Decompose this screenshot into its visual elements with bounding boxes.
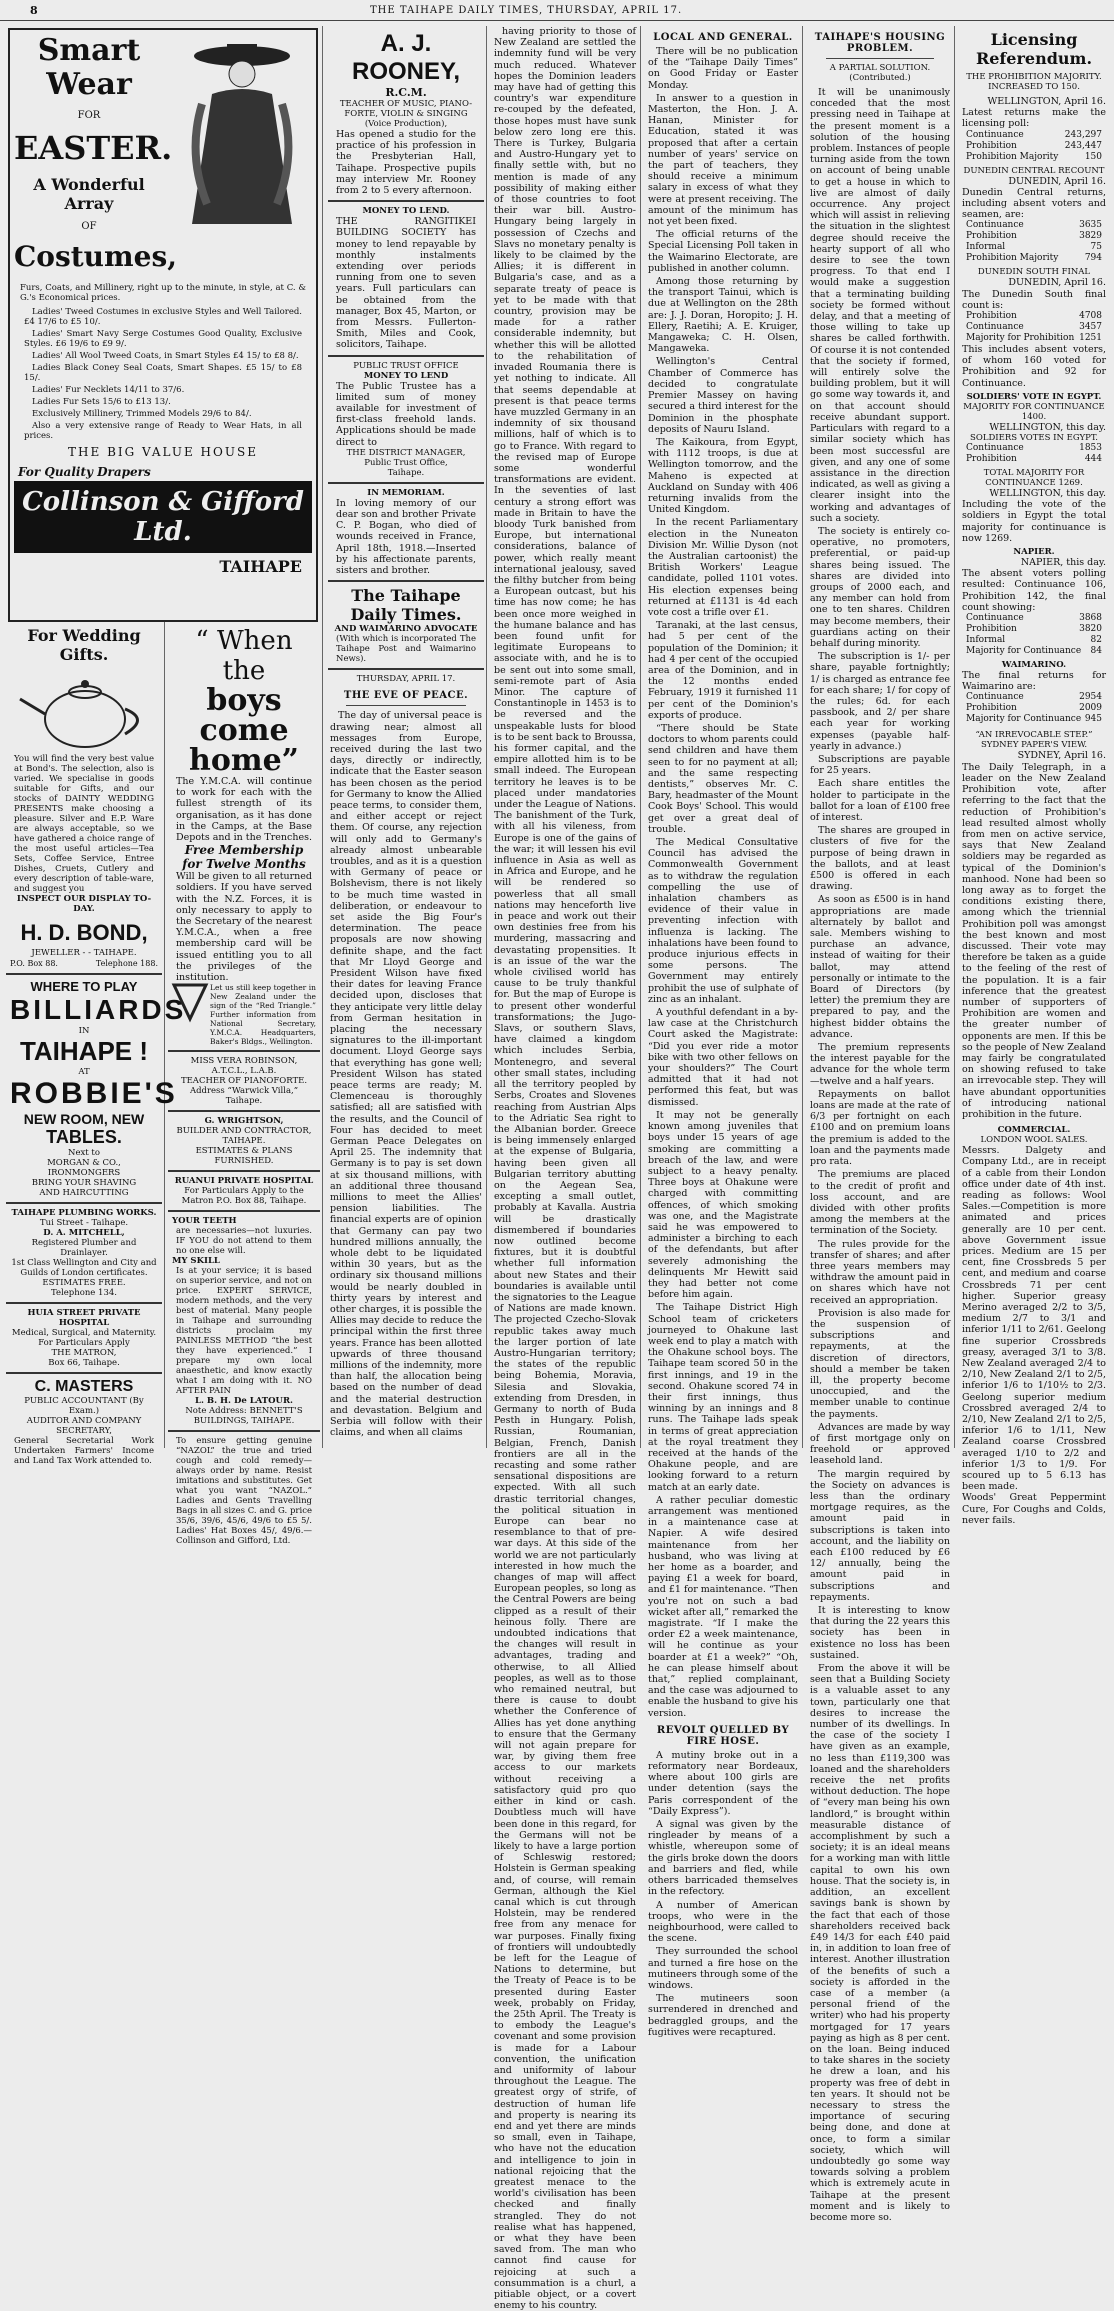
subhead: TOTAL MAJORITY FOR CONTINUANCE 1269. bbox=[983, 468, 1085, 489]
ad-line: TEACHER OF PIANOFORTE. bbox=[180, 1076, 308, 1087]
paragraph: A youthful defendant in a by-law case at the Christchurch Court asked the Magistrate: “Did you ever ride a motor bike with two other fellows on your shoulders?” The Court admitted that it had not performed this feat, but was dismissed. bbox=[648, 1007, 798, 1108]
column-2 bbox=[326, 26, 487, 1448]
paragraph: Taranaki, at the last census, had 5 per cent of the population of the Dominion; it had 4 per cent of the occupied area of the Dominion, and in the 12 months ended February, 1919 it furnished 11 per cent of the Dominion's exports of produce. bbox=[648, 620, 798, 721]
ad-inspect: INSPECT OUR DISPLAY TO-DAY. bbox=[16, 894, 152, 914]
memoriam-body: In loving memory of our dear son and brother Private C. P. Bogan, who died of wounds received in France, April 18th, 1918.—Inserted by his affectionate parents, sisters and brother. bbox=[336, 497, 476, 577]
ad-line: Tui Street - Taihape. bbox=[39, 1218, 129, 1228]
list-item: Ladies Fur Sets 15/6 to £13 13/. bbox=[32, 397, 171, 407]
subhead: DUNEDIN CENTRAL RECOUNT bbox=[963, 165, 1105, 176]
ad-line: Box 66, Taihape. bbox=[48, 1358, 120, 1368]
ad-ruanui bbox=[168, 1172, 320, 1212]
result-row: Majority for Continuance 945 bbox=[966, 714, 1102, 725]
paper-title: The Taihape Daily Times. bbox=[350, 586, 462, 625]
paragraph: This includes absent voters, of whom 160 voted for Prohibition and 92 for Continuance. bbox=[962, 344, 1106, 389]
subhead: SYDNEY PAPER'S VIEW. bbox=[980, 740, 1088, 751]
ad-line: Public Trust Office, bbox=[364, 457, 448, 468]
result-row: Continuance 3457 bbox=[966, 322, 1102, 333]
article-subhead: A PARTIAL SOLUTION. bbox=[829, 63, 931, 73]
paragraph: A mutiny broke out in a reformatory near Bordeaux, where about 100 girls are under detention (says the Paris correspondent of the “Daily Express”). bbox=[648, 1749, 798, 1817]
paragraph: There will be no publication of the “Taihape Daily Times” on Good Friday or Easter Monday. bbox=[648, 46, 798, 91]
ad-heading: C. MASTERS bbox=[34, 1378, 134, 1395]
page-number: 8 bbox=[30, 4, 38, 17]
result-row: Majority for Continuance 84 bbox=[966, 646, 1102, 657]
billiards-line: BILLIARDS bbox=[10, 994, 187, 1025]
ad-body: Has opened a studio for the practice of his profession in the Presbyterian Hall, Taihape. Prospective pupils may interview Mr. Rooney from 2 to 5 every afternoon. bbox=[336, 129, 476, 197]
result-row: Prohibition Majority 150 bbox=[966, 151, 1102, 162]
ad-line: (Voice Production), bbox=[364, 119, 448, 129]
paragraph: The premiums are placed to the credit of profit and loss account, and are divided with other profits among the members at the termination of the Society. bbox=[810, 1169, 950, 1237]
ad-body: THE RANGITIKEI BUILDING SOCIETY has money to lend repayable by monthly instalments extending over periods running from one to seven years. Full particulars can be obtained from the manager, Box 45, Marton, or from Messrs. Fullerton-Smith, Miles and Cook, solicitors, Taihape. bbox=[336, 216, 476, 351]
ad-line: For Particulars Apply bbox=[38, 1338, 130, 1348]
ad-line: SECRETARY, bbox=[56, 1426, 112, 1436]
subhead: SOLDIERS VOTES IN EGYPT. bbox=[970, 433, 1098, 444]
subhead: MAJORITY FOR CONTINUANCE 1400. bbox=[963, 401, 1105, 422]
teapot-illustration bbox=[10, 664, 158, 754]
billiards-line: NEW ROOM, NEW bbox=[23, 1111, 145, 1127]
billiards-line: WHERE TO PLAY bbox=[30, 979, 138, 994]
ad-smart-wear bbox=[8, 28, 318, 622]
subhead: LONDON WOOL SALES. bbox=[980, 1135, 1088, 1146]
paragraph: The day of universal peace is drawing near; almost all messages from Europe, received during the last two days, directly or indirectly, indicate that the Easter season has been chosen as the period for Germany to know the Allied peace terms, to consider them, and either accept or reject them. Of course, any rejection will only add to Germany's already almost unbearable troubles, and as it is a question with Germany of peace or Bolshevism, there is not likely to be much time wasted in deliberation, or endeavour to set aside the Big Four's determination. The peace proposals are now showing definite shape, and the fact that Mr Lloyd George and President Wilson have fixed their dates for leaving France decided upon, discloses that they anticipate very little delay from German hesitation in placing the necessary signatures to the ill-important document. Lloyd George says that everything has gone well; President Wilson has stated peace terms are ready; M. Clemenceau is thoroughly satisfied; all are satisfied with the results, and the Council of Four has decided to meet German Peace Delegates on April 25. The indemnity that Germany is to pay is set down at six thousand millions, with an additional three thousand millions to meet the Allies' pension liabilities. The financial experts are of opinion that Germany can pay two hundred millions annually, the whole debt to be liquidated within 30 years, but as the ordinary six thousand millions would be nearly doubled in thirty years by interest and other charges, it is possible the Allies may decide to reduce the principal within the first three years. France has been allotted upwards of three thousand millions of the indemnity, more than half, the allocation being based on the number of dead and the material destruction and devastation. Belgium and Serbia will follow with their claims, and when all claims bbox=[330, 710, 482, 1439]
subhead: WAIMARINO. bbox=[1001, 660, 1067, 671]
article-body-eve-of-peace bbox=[330, 710, 482, 1438]
newspaper-nameplate bbox=[328, 582, 484, 670]
article-body-revolt bbox=[648, 1750, 798, 2038]
masthead bbox=[0, 0, 1114, 21]
paper-note: (With which is incorporated The Taihape Post and Waimarino News). bbox=[336, 634, 476, 665]
paragraph: The mutineers soon surrendered in drenched and bedraggled groups, and the fugitives were recaptured. bbox=[648, 1993, 798, 2038]
article-continued bbox=[494, 26, 636, 2311]
list-item: Ladies' Tweed Costumes in exclusive Styles and Well Tailored. £4 17/6 to £5 10/. bbox=[24, 307, 302, 327]
list-item: Ladies' Fur Necklets 14/11 to 37/6. bbox=[32, 385, 185, 395]
dateline: DUNEDIN, April 16. bbox=[1008, 175, 1106, 187]
ad-heading: YOUR TEETH bbox=[172, 1216, 237, 1227]
ad-line: FORTE, VIOLIN & SINGING bbox=[344, 109, 468, 119]
subhead: SOLDIERS' VOTE IN EGYPT. bbox=[966, 391, 1102, 402]
paragraph: Provision is also made for the suspension of subscriptions and repayments, at the discretion of directors, should a member be taken ill, the property become unoccupied, and the member unable to continue the payments. bbox=[810, 1307, 950, 1420]
column-6 bbox=[958, 26, 1110, 1526]
paragraph: In the recent Parliamentary election in the Nuneaton Division Mr. Willie Dyson (not the Australian cartoonist) the British Workers' League candidate, polled 1101 votes. His election expenses being returned at £1131 is 4d each vote cost a trifle over £1. bbox=[648, 517, 798, 618]
list-item: Exclusively Millinery, Trimmed Models 29/6 to 84/. bbox=[32, 409, 252, 419]
result-row: Prohibition 243,447 bbox=[966, 140, 1102, 151]
ad-body: You will find the very best value at Bond's. The selection, also is varied. We specialise in goods suitable for Gifts, and our stocks of DAINTY WEDDING PRESENTS make choosing a pleasure. Silver and E.P. Ware are always acceptable, so we have gathered a choice range of the most useful articles—Tea Sets, Coffee Service, Entree Dishes, Cruets, Cutlery and every description of table-ware, and suggest you bbox=[14, 754, 154, 894]
article-headline: REVOLT QUELLED BY FIRE HOSE. bbox=[656, 1724, 790, 1747]
ad-drapers: For Quality Drapers bbox=[18, 465, 151, 479]
ad-heading: A. J. ROONEY, bbox=[351, 30, 461, 85]
dateline: WELLINGTON, this day. bbox=[989, 488, 1106, 500]
ymca-headline: home” bbox=[189, 743, 299, 778]
ad-line: Is at your service; it is based on superior service, and not on price. EXPERT SERVICE, modern methods, and the very best of material. Many people in Taihape and surrounding districts proclaim my PAINLESS METHOD “the best they have experienced.” I prepare my own local anaesthetic, and know exactly what I am doing with it. NO AFTER PAIN bbox=[176, 1266, 312, 1397]
ad-line: Telephone 134. bbox=[51, 1288, 117, 1298]
fashion-lady-illustration bbox=[172, 34, 312, 234]
ad-line: General Secretarial Work Undertaken Farmers' Income and Land Tax Work attended to. bbox=[14, 1436, 154, 1466]
article-headline: TAIHAPE'S HOUSING PROBLEM. bbox=[814, 32, 946, 54]
paragraph: As soon as £500 is in hand appropriations are made alternately by ballot and sale. Members wishing to purchase an advance, instead of waiting for their ballot, may attend personally or intimate to the Board of Directors (by letter) the premium they are prepared to pay, and the highest bidder obtains the advance. bbox=[810, 894, 950, 1040]
ad-rooney bbox=[328, 26, 484, 202]
result-row: Continuance 243,297 bbox=[966, 129, 1102, 140]
paragraph: Repayments on ballot loans are made at the rate of 6/3 per fortnight on each £100 and on premium loans the premium is added to the loan and the payments made pro rata. bbox=[810, 1088, 950, 1168]
subhead: DUNEDIN SOUTH FINAL bbox=[977, 267, 1091, 278]
paragraph: The Dunedin South final count is: bbox=[962, 288, 1106, 311]
billiards-line: AND HAIRCUTTING bbox=[39, 1188, 129, 1198]
ad-phone: Telephone 188. bbox=[95, 959, 158, 968]
ad-heading: For Wedding Gifts. bbox=[27, 626, 141, 664]
result-row: Majority for Prohibition 1251 bbox=[966, 333, 1102, 344]
ymca-free: Free Membership bbox=[184, 843, 304, 858]
column-4 bbox=[644, 26, 803, 2038]
ad-line: Note Address: BENNETT'S BUILDINGS, TAIHAPE. bbox=[185, 1406, 303, 1427]
ad-line: TEACHER OF MUSIC, PIANO- bbox=[339, 99, 473, 109]
ad-plumbing bbox=[6, 1204, 162, 1304]
paragraph: Subscriptions are payable for 25 years. bbox=[810, 753, 950, 777]
ymca-small: Let us still keep together in New Zealand under the sign of the “Red Triangle.” Further information from National Secretary, Y.M.C.A. Headquarters, Baker's Bldgs., Wellington. bbox=[210, 983, 316, 1047]
ad-line: are necessaries—not luxuries. IF YOU do not attend to them no one else will. bbox=[176, 1226, 312, 1257]
ad-wrighton bbox=[168, 1112, 320, 1172]
ad-line: Registered Plumber and Drainlayer. bbox=[31, 1238, 137, 1258]
billiards-line: AT bbox=[78, 1067, 90, 1077]
ad-line: R.C.M. bbox=[385, 86, 427, 99]
result-row: Prohibition 3820 bbox=[966, 624, 1102, 635]
ad-line: BUILDER AND CONTRACTOR, bbox=[176, 1126, 312, 1137]
paragraph: Dunedin Central returns, including absent voters and seamen, are: bbox=[962, 186, 1106, 221]
paragraph: Advances are made by way of first mortgage only on freehold or approved leasehold land. bbox=[810, 1421, 950, 1467]
ad-body: To ensure getting genuine “NAZOL” the true and tried cough and cold remedy—always order by name. Resist imitations and substitutes. Get what you want “NAZOL.” Ladies and Gents Travelling Bags in all sizes C. and G. price 35/6, 39/6, 45/6, 49/6 to £5 5/. Ladies' Hat Boxes 45/, 49/6.—Collinson and Gifford, Ltd. bbox=[176, 1436, 312, 1547]
dateline: WELLINGTON, April 16. bbox=[987, 96, 1106, 107]
result-row: Prohibition 4708 bbox=[966, 311, 1102, 322]
dateline: DUNEDIN, April 16. bbox=[1008, 277, 1106, 289]
ad-line: TAIHAPE. bbox=[222, 1136, 266, 1147]
result-row: Prohibition Majority 794 bbox=[966, 253, 1102, 264]
ad-line: ESTIMATES & PLANS FURNISHED. bbox=[195, 1146, 293, 1167]
paragraph: It is interesting to know that during the 22 years this society has been in existence no loss has been sustained. bbox=[810, 1605, 950, 1661]
result-row: Informal 75 bbox=[966, 242, 1102, 253]
ad-line: AUDITOR AND COMPANY bbox=[26, 1416, 142, 1426]
ad-wedding-gifts bbox=[6, 622, 162, 975]
paragraph: The official returns of the Special Licensing Poll taken in the Waimarino Electorate, are published in another column. bbox=[648, 229, 798, 274]
paper-subtitle: AND WAIMARINO ADVOCATE bbox=[334, 624, 478, 635]
paragraph: The Daily Telegraph, in a leader on the New Zealand Prohibition vote, after referring to the fact that the reduction of Prohibition's lead resulted almost wholly from men on active service, says that New Zealand soldiers may be regarded as typical of the Dominion's manhood. None had been so long away as to forget the conditions existing there, among which the triennial Prohibition poll was amongst the best known and most discussed. Their vote may therefore be taken as a guide to the feeling of the rest of the population. It is a fair inference that the greatest number of supporters of Prohibition are women and the greater number of opponents are men. If this be so the people of New Zealand may fairly be congratulated on showing refused to take an irrevocable step. They will have abundant opportunities of introducing national prohibition in the future. bbox=[962, 761, 1106, 1120]
subhead: INCREASED TO 150. bbox=[988, 82, 1080, 92]
result-row: Continuance 3635 bbox=[966, 220, 1102, 231]
column-3 bbox=[490, 26, 641, 2311]
paragraph: Woods' Great Peppermint Cure, For Coughs and Colds, never fails. bbox=[962, 1492, 1106, 1526]
ad-firm-banner: Collinson & Gifford Ltd. bbox=[14, 481, 312, 553]
paragraph: It may not be generally known among juveniles that boys under 15 years of age smoking are committing a breach of the law, and were subject to a heavy penalty. Three boys at Ohakune were charged with committing offences, of which smoking was one, and the Magistrate said he was empowered to administer a birching to each of the defendants, but after severely admonishing the delinquents Mr Hewitt said they had better not come before him again. bbox=[648, 1109, 798, 1301]
result-row: Prohibition 444 bbox=[966, 454, 1102, 465]
ad-heading: MY SKILL bbox=[172, 1256, 220, 1267]
paragraph: They surrounded the school and turned a fire hose on the mutineers through some of the windows. bbox=[648, 1946, 798, 1991]
ad-line: D. A. MITCHELL, bbox=[43, 1228, 125, 1238]
ad-nazol bbox=[168, 1432, 320, 1550]
paragraph: A rather peculiar domestic arrangement was mentioned in a maintenance case at Napier. A wife desired maintenance from her husband, who was living at her home as a boarder, and paying £1 a week for board, and £1 for maintenance. “Then you're not on such a bad wicket after all,” remarked the magistrate. “If I make the order £2 a week maintenance, will he continue as your boarder at £1 a week?” “Oh, he can please himself about that,” replied complainant, and the case was adjourned to enable the husband to give his version. bbox=[648, 1494, 798, 1719]
ad-easter: EASTER. bbox=[14, 129, 173, 167]
ad-line: Address “Warwick Villa,” Taihape. bbox=[189, 1086, 299, 1107]
ad-huia bbox=[6, 1304, 162, 1374]
ad-for: FOR bbox=[77, 110, 101, 121]
paragraph: The Medical Consultative Council has advised the Commonwealth Government as to withdraw the regulation compelling the use of inhalation chambers as evidence of their value in preventing infection with influenza is lacking. The inhalations have been found to produce injurious effects in some persons. The Government may entirely prohibit the use of sulphate of zinc as an inhalant. bbox=[648, 837, 798, 1005]
ad-of: OF bbox=[81, 221, 97, 232]
subhead: NAPIER. bbox=[1013, 547, 1055, 558]
ad-line: 1st Class Wellington and City and Guilds of London certificates. bbox=[11, 1258, 157, 1278]
paragraph: The Taihape District High School team of cricketers journeyed to Ohakune last week end to play a match with the Ohakune school boys. The Taihape team scored 50 in the first innings, and 19 in the second. Ohakune scored 74 in their first innings, thus winning by an innings and 8 runs. The Taihape lads speak in terms of great appreciation at the royal treatment they received at the hands of the Ohakune people, and are looking forward to a return match at an early date. bbox=[648, 1302, 798, 1493]
result-row: Informal 82 bbox=[966, 635, 1102, 646]
paragraph: having priority to those of New Zealand are settled the indemnity fund will be very much reduced. Whatever hopes the Dominion leaders may have had of getting this country's war expenditure re-couped by the defeated, those hopes must have sunk below zero long ere this. There is Turkey, Bulgaria and Austro-Hungary yet to finally settle with, but no mention is made of any possibility of making either of those countries to foot their war bill. Austro-Hungary being largely in possession of Czechs and Slavs no monetary penalty is likely to be claimed by the Allies; it is different in Bulgaria's case, and as a separate treaty of peace is yet to be made with that country, provision may be made for a rather considerable indemnity, but whether this will be allotted to the rehabilitation of invaded Roumania there is yet nothing to indicate. All that seems dependable at present is that peace terms have muzzled Germany in an indemnity of six thousand millions, half of which is to go to France. With regard to the revised map of Europe some wonderful transformations are evident. In the seventies of last century a strong effort was made in Britain to have the bloody Turk banished from Europe, but international considerations, balance of power, which really meant international jealousy, saved the filthy butcher from being a European outcast, but his time has now come; he has been once more weighed in the humane balance and has been found unfit for legitimate Europeans to associate with, and he is to be sent out into some small, semi-remote part of Asia Minor. The capture of Constantinople in 1453 is to be reversed and the unspeakable lusts for blood is to be sent back to Broussa, his former capital, and the empire allotted him is to be small indeed. The European territory he leaves is to be placed under mandatories under the League of Nations. The banishment of the Turk, with all his vileness, from Europe is one of the gains of the war; it will lessen his evil influence in Asia as well as in Africa and Europe, and he will be rendered so powerless that all small nations may henceforth live in peace and work out their own destinies free from his murdering, massacring and devastating propensities. It is an issue of the war the whole civilised world has cause to be truly thankful for. But the map of Europe is to present other wonderful transformations; the Jugo-Slavs, or southern Slavs, have claimed a kingdom which includes Serbia, Montenegro, and several other small states, including all the territory peopled by Serbs, Croates and Slovenes reaching from Austrian Alps to the Adriatic Sea right to the Albanian border. Greece is being immensely enlarged at the expense of Bulgaria, having been given all Bulgarian territory abutting on the Aegean Sea, excepting a small outlet, probably at Kavalla. Austria will be drastically dismembered if boundaries now outlined become fixtures, but it is doubtful whether full information about new States and their boundaries is available until the signatories to the League of Nations are made known. The projected Czecho-Slovak republic takes away much the larger portion of late Austro-Hungarian territory; the states of the republic being Bohemia, Moravia, Silesia and Slovakia, extending from Dresden, in Germany to north of Buda Pesth in Hungary. Polish, Russian, Roumanian, Belgian, French, Danish frontiers are all in the recasting and some rather sensational dispositions are expected. With all such drastic territorial changes, the political situation in Europe can bear no resemblance to that of pre-war days. At this side of the world we are not particularly interested in how much the changes of map will affect European peoples, so long as the Central Powers are being clipped as a result of their heinous folly. There are undoubted indications that the changes will result in advantages, trading and otherwise, to all Allied peoples, as well as to those who remained neutral, but there is cause to doubt whether the Conference of Allies has yet done anything to ensure that the Germany will not again prepare for war, by giving them free access to our markets without receiving a satisfactory quid pro quo either in kind or cash. Doubtless much will have been done in this regard, for the Germans will not be likely to have a large portion of Schleswig restored; Holstein is German speaking and, of course, will remain German, although the Kiel canal which is cut through Holstein, may be rendered free from any menace for war purposes. Finally fixing of frontiers will undoubtedly be left for the League of Nations to determine, but the Treaty of Peace is to be presented during Easter week, probably on Friday, the 25th April. The Treaty is to embody the League's covenant and some provision is made for a Labour convention, the unification and uniformity of labour throughout the League. The greatest orgy of strife, of destruction of human life and property is nearing its end and yet there are minds so small, even in Taihape, who have not the education and intelligence to join in national rejoicing that the greatest menace to the world's civilisation has been checked and finally strangled. They do not realise what has happened, or what they have been saved from. The man who cannot find cause for rejoicing at such a consummation is a churl, a pitiable object, or a covert enemy to his country. bbox=[494, 26, 636, 2311]
article-contrib: (Contributed.) bbox=[849, 73, 911, 83]
ad-trade: JEWELLER - - TAIHAPE. bbox=[31, 948, 137, 958]
ad-body: The Public Trustee has a limited sum of money available for investment of first-class freehold lands. Applications should be made direct to bbox=[336, 380, 476, 448]
ad-line: THE MATRON, bbox=[51, 1348, 117, 1358]
ymca-headline: “ When the bbox=[195, 626, 293, 686]
in-memoriam bbox=[328, 484, 484, 582]
list-item: Ladies' All Wool Tweed Coats, in Smart Styles £4 15/ to £8 8/. bbox=[32, 351, 299, 361]
subhead: THE PROHIBITION MAJORITY. bbox=[966, 72, 1102, 82]
ymca-free: for Twelve Months bbox=[182, 857, 306, 872]
ad-heading: HUIA STREET PRIVATE HOSPITAL bbox=[27, 1308, 141, 1328]
article-headline: LOCAL AND GENERAL. bbox=[653, 32, 793, 43]
paragraph: The final returns for Waimarino are: bbox=[962, 670, 1106, 693]
sub-column-left bbox=[4, 622, 187, 1466]
ad-heading: MONEY TO LEND bbox=[363, 370, 449, 381]
ad-line: THE DISTRICT MANAGER, bbox=[346, 447, 466, 458]
column-ads-left bbox=[4, 26, 323, 1547]
result-row: Prohibition 3829 bbox=[966, 231, 1102, 242]
list-item: Also a very extensive range of Ready to Wear Hats, in all prices. bbox=[24, 421, 302, 441]
ymca-headline: boys come bbox=[199, 683, 289, 748]
ad-money-to-lend bbox=[328, 202, 484, 356]
ad-intro: Furs, Coats, and Millinery, right up to the minute, in style, at C. & G.'s Economical prices. bbox=[20, 283, 306, 303]
ad-robinson bbox=[168, 1052, 320, 1112]
article-body-local bbox=[648, 46, 798, 1719]
paragraph: The society is entirely co-operative, no promoters, preferential, or paid-up shares being issued. The shares are divided into groups of 2000 each, and any member can hold from one to ten shares. Children may become members, their guardians acting on their behalf during minority. bbox=[810, 525, 950, 649]
ad-heading: RUANUI PRIVATE HOSPITAL bbox=[174, 1176, 314, 1187]
paragraph: Wellington's Central Chamber of Commerce has decided to congratulate Premier Massey on having secured a third interest for the Dominion in the phosphate deposits of Nauru Island. bbox=[648, 356, 798, 435]
result-row: Continuance 3868 bbox=[966, 613, 1102, 624]
paragraph: The rules provide for the transfer of shares; and after three years members may withdraw the amount paid in on shares which have not received an appropriation. bbox=[810, 1238, 950, 1306]
paragraph: “There should be State doctors to whom parents could send children and have them seen to for no payment at all; and the same respecting dentists,” observes Mr. C. Bary, headmaster of the Mount Cook Boys' School. This would get over a great deal of trouble. bbox=[648, 722, 798, 835]
paragraph: The subscription is 1/- per share, payable fortnightly; 1/ is charged as entrance fee for each share; 1/ for copy of the rules; 6d. for each passbook, and 2/ per share each year for working expenses (payable half-yearly in advance.) bbox=[810, 651, 950, 752]
list-item: Ladies Black Coney Seal Coats, Smart Shapes. £5 15/ to £8 15/. bbox=[24, 363, 302, 383]
section-heading: IN MEMORIAM. bbox=[367, 487, 445, 498]
paragraph: The premium represents the interest payable for the advance for the whole term—twelve and a half years. bbox=[810, 1042, 950, 1087]
dateline: SYDNEY, April 16. bbox=[1017, 750, 1106, 762]
ad-line: Taihape. bbox=[387, 467, 425, 478]
article-headline: THE EVE OF PEACE. bbox=[343, 690, 469, 702]
ad-line: G. WRIGHTSON, bbox=[204, 1116, 284, 1127]
paragraph: The shares are grouped in clusters of five for the purpose of being drawn in the ballots, and at least £500 is offered in each drawing. bbox=[810, 825, 950, 893]
ad-town: TAIHAPE bbox=[219, 557, 302, 576]
paragraph: From the above it will be seen that a Building Society is a valuable asset to any town, particularly one that desires to increase the number of its dwellings. In the case of the society I have given as an example, no less than £119,300 was loaned and the shareholders receive the net profits without deduction. The hope of “every man being his own landlord,” is brought within measurable distance of accomplishment by such a society; it is an ideal means for a working man with little capital to own his own house. That the society is, in addition, an excellent savings bank is shown by the fact that each of those shareholders received back £49 14/3 for each £40 paid in, in addition to loan free of interest. Another illustration of the benefits of such a society is afforded in the case of a member (a personal friend of the writer) who had his property mortgaged for 17 years paying as high as 8 per cent. on the loan. Being induced to take shares in the society he drew a loan, and his property was free of debt in ten years. It should not be necessary to stress the importance of securing being done, and done at once, to form a similar society, which will undoubtedly go some way towards solving a problem which is extremely acute in Taihape at the present moment and is likely to become more so. bbox=[810, 1663, 950, 2223]
paragraph: Messrs. Dalgety and Company Ltd., are in receipt of a cable from their London office under date of 4th inst. reading as follows: Wool Sales.—Competition is more animated and prices generally are 10 per cent. above Government issue prices. Medium are 15 per cent, fine Crossbreds 5 per cent, and medium and coarse Crossbreds 71 per cent higher. Superior greasy Merino averaged 2/2 to 3/5, medium 2/7 to 3/1 and inferior 1/11 to 2/61. Geelong fine superior Crossbreds greasy, averaged 3/1 to 3/8. New Zealand averaged 2/4 to 2/10, New Zealand 2/1 to 2/5, inferior 1/6 to 1/10½ to 2/3. Geelong superior medium Crossbred averaged 2/4 to 2/10, New Zealand 2/1 to 2/5, inferior 1/6 to 1/11, New Zealand coarse Crossbred averaged 1/10 to 2/2 and inferior 1/3 to 1/9. For scoured up to 5 6.13 has been made. bbox=[962, 1145, 1106, 1493]
ad-public-trust bbox=[328, 357, 484, 484]
paragraph: It will be unanimously conceded that the most pressing need in Taihape at the present moment is a solution of the housing problem. Instances of people turning aside from the town on account of being unable to get a house in which to live are almost of daily occurrence. Any project which will assist in relieving the situation in the slightest degree should receive the hearty support of all who desire to see the town progress. To that end I would make a suggestion that a terminating building society be formed without delay, and that a meeting of those willing to take up shares be called forthwith. Of course it is not contended that the society if formed, will entirely solve the building problem, but it will go some way towards it, and on that account should receive abundant support. Particulars with regard to a similar society which has been most successful are given, and any one of some assistance in the direction indicated, as well as giving a clearer insight into the working and advantages of such a society. bbox=[810, 87, 950, 524]
ad-heading: MONEY TO LEND. bbox=[362, 206, 450, 217]
paragraph: Among those returning by the transport Tainui, which is due at Wellington on the 28th are: J. J. Doran, Horopito; J. H. Ellery, Raetihi; A. E. Kruiger, Mangaweka; C. H. Olsen, Mangaweka. bbox=[648, 276, 798, 355]
ad-teeth bbox=[168, 1212, 320, 1432]
article-headline: COMMERCIAL. bbox=[997, 1125, 1071, 1136]
ad-line: For Particulars Apply to the Matron P.O. Box 88, Taihape. bbox=[181, 1186, 307, 1207]
billiards-line: TAIHAPE ! bbox=[19, 1036, 149, 1066]
article-body-housing bbox=[810, 87, 950, 2223]
ad-ymca bbox=[168, 622, 320, 1052]
masthead-title: THE TAIHAPE DAILY TIMES, THURSDAY, APRIL 17. bbox=[370, 5, 683, 16]
result-row: Continuance 2954 bbox=[966, 692, 1102, 703]
ad-name: H. D. BOND, bbox=[20, 920, 148, 945]
ymca-body: The Y.M.C.A. will continue to work for each with the fullest strength of its organisation, as it has done in the Camps, at the Base Depots and in the Trenches. bbox=[176, 776, 312, 844]
ad-line: L. B. H. De LATOUR. bbox=[195, 1396, 293, 1407]
paragraph: In answer to a question in Masterton, the Hon. J. A. Hanan, Minister for Education, stated it was proposed that after a certain number of years' service on the part of teachers, they should receive a minimum salary in excess of what they were at present receiving. The amount of the minimum has not yet been fixed. bbox=[648, 92, 798, 228]
paragraph: The Kaikoura, from Egypt, with 1112 troops, is due at Wellington tomorrow, and the Maheno is expected at Auckland on Sunday with 406 returning invalids from the United Kingdom. bbox=[648, 436, 798, 516]
article-headline: Licensing Referendum. bbox=[975, 30, 1093, 68]
billiards-line: Next to bbox=[68, 1148, 100, 1158]
result-row: Continuance 1853 bbox=[966, 443, 1102, 454]
sub-column-right bbox=[166, 622, 322, 1547]
ad-array: A Wonderful Array bbox=[33, 175, 145, 213]
dateline: NAPIER, this day. bbox=[1020, 557, 1106, 569]
paragraph: A signal was given by the ringleader by means of a whistle, whereupon some of the girls broke down the doors and barriers and fled, while others barricaded themselves in the refectory. bbox=[648, 1819, 798, 1898]
ymca-body: Will be given to all returned soldiers. If you have served with the N.Z. Forces, it is only necessary to apply to the Secretary of the nearest Y.M.C.A., when a free membership card will be issued entitling you to all the privileges of the institution. bbox=[176, 871, 312, 984]
ad-house: THE BIG VALUE HOUSE bbox=[68, 445, 258, 459]
column-5 bbox=[806, 26, 955, 2223]
ad-masters bbox=[6, 1374, 162, 1470]
red-triangle-icon bbox=[172, 983, 208, 1023]
billiards-line: TABLES. bbox=[46, 1127, 122, 1147]
billiards-line: MORGAN & CO., IRONMONGERS bbox=[47, 1158, 121, 1178]
paper-date: THURSDAY, APRIL 17. bbox=[356, 674, 456, 685]
paragraph: The absent voters polling resulted: Continuance 106, Prohibition 142, the final count showing: bbox=[962, 568, 1106, 613]
ad-line: ESTIMATES FREE. bbox=[42, 1278, 126, 1288]
ad-line: MISS VERA ROBINSON, A.T.C.L., L.A.B. bbox=[190, 1056, 298, 1077]
ad-item-list bbox=[24, 307, 302, 441]
ad-line: PUBLIC ACCOUNTANT (By Exam.) bbox=[24, 1396, 144, 1416]
billiards-line: BRING YOUR SHAVING bbox=[31, 1178, 137, 1188]
ad-line: Medical, Surgical, and Maternity. bbox=[11, 1328, 157, 1338]
paragraph: The margin required by the Society on advances is less than the ordinary mortgage requires, as the amount paid in subscriptions is taken into account, and the liability on each £100 reduced by £6 12/ annually, being the amount paid in subscriptions and repayments. bbox=[810, 1468, 950, 1603]
billiards-line: IN bbox=[78, 1026, 90, 1036]
ad-costumes: Costumes, bbox=[14, 240, 177, 273]
paragraph: A number of American troops, who were in the neighbourhood, were called to the scene. bbox=[648, 1899, 798, 1945]
list-item: Ladies' Smart Navy Serge Costumes Good Quality, Exclusive Styles. £6 19/6 to £9 9/. bbox=[24, 329, 302, 349]
article-headline: “AN IRREVOCABLE STEP.” bbox=[975, 730, 1093, 741]
dateline: WELLINGTON, this day. bbox=[989, 421, 1106, 433]
billiards-line: ROBBIE'S bbox=[10, 1077, 178, 1110]
paragraph: Latest returns make the licensing poll: bbox=[962, 107, 1106, 130]
ad-heading: PUBLIC TRUST OFFICE bbox=[353, 360, 459, 371]
result-row: Prohibition 2009 bbox=[966, 703, 1102, 714]
paragraph: Including the vote of the soldiers in Egypt the total majority for continuance is now 1269. bbox=[962, 499, 1106, 544]
paragraph: Each share entitles the holder to participate in the ballot for a loan of £100 free of interest. bbox=[810, 778, 950, 823]
ad-heading: TAIHAPE PLUMBING WORKS. bbox=[11, 1208, 157, 1218]
ad-box: P.O. Box 88. bbox=[10, 959, 58, 968]
ad-title: Smart Wear bbox=[37, 33, 141, 102]
ad-billiards bbox=[6, 975, 187, 1204]
